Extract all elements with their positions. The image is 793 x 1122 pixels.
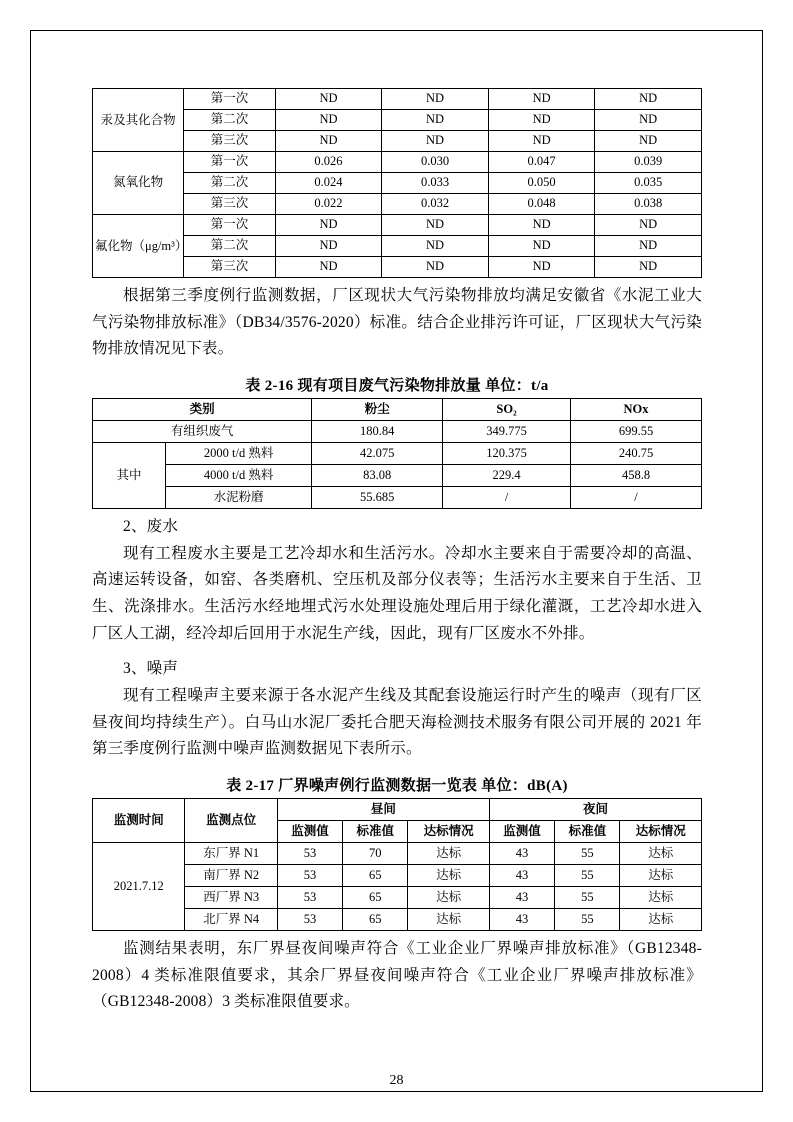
value: 达标 <box>620 864 702 886</box>
paragraph-noise: 现有工程噪声主要来源于各水泥产生线及其配套设施运行时产生的噪声（现有厂区昼夜间均持续生产）。白马山水泥厂委托合肥天海检测技术服务有限公司开展的 2021 年第三季度例行监测中噪声监测数据见下表所示。 <box>92 686 702 758</box>
monitor-point: 北厂界 N4 <box>185 908 277 930</box>
group-label: 其中 <box>93 442 166 508</box>
time-label: 第一次 <box>184 89 275 110</box>
value: 0.022 <box>275 194 382 215</box>
value: ND <box>382 257 489 278</box>
value: 349.775 <box>443 420 571 442</box>
value: 55 <box>555 864 620 886</box>
value: 43 <box>489 864 554 886</box>
value: ND <box>275 215 382 236</box>
page-content <box>92 88 702 1016</box>
value: 0.048 <box>488 194 595 215</box>
table-row <box>93 152 702 173</box>
row-label: 2000 t/d 熟料 <box>166 442 312 464</box>
value: ND <box>275 89 382 110</box>
value: 0.033 <box>382 173 489 194</box>
table-row <box>93 486 702 508</box>
table-header-row <box>93 798 702 820</box>
table-row <box>93 464 702 486</box>
value: 0.035 <box>595 173 702 194</box>
page-number: 28 <box>389 1073 404 1088</box>
noise-monitoring-table <box>92 798 702 931</box>
column-header-day: 昼间 <box>277 798 489 820</box>
value: ND <box>382 89 489 110</box>
value: 699.55 <box>571 420 702 442</box>
air-monitoring-table <box>92 88 702 278</box>
value: 0.038 <box>595 194 702 215</box>
value: 达标 <box>408 864 489 886</box>
value: ND <box>595 89 702 110</box>
value: ND <box>595 215 702 236</box>
column-header-night-value: 监测值 <box>489 820 554 842</box>
column-header-dust: 粉尘 <box>312 398 443 420</box>
value: 0.032 <box>382 194 489 215</box>
waste-gas-emission-table <box>92 398 702 509</box>
value: 0.026 <box>275 152 382 173</box>
table-row <box>93 173 702 194</box>
value: ND <box>275 110 382 131</box>
value: 65 <box>343 886 408 908</box>
table-16-caption: 表 2-16 现有项目废气污染物排放量 单位：t/a <box>245 377 549 394</box>
value: 120.375 <box>443 442 571 464</box>
time-label: 第一次 <box>184 215 275 236</box>
time-label: 第一次 <box>184 152 275 173</box>
value: 达标 <box>620 886 702 908</box>
column-header-category: 类别 <box>93 398 312 420</box>
pollutant-name: 汞及其化合物 <box>93 89 184 152</box>
value: 53 <box>277 886 342 908</box>
value: ND <box>382 215 489 236</box>
table-row <box>93 131 702 152</box>
value: 达标 <box>408 842 489 864</box>
column-header-night-standard: 标准值 <box>555 820 620 842</box>
value: 55 <box>555 886 620 908</box>
column-header-day-value: 监测值 <box>277 820 342 842</box>
value: / <box>443 486 571 508</box>
table-row <box>93 110 702 131</box>
column-header-point: 监测点位 <box>185 798 277 842</box>
table-row <box>93 257 702 278</box>
value: 43 <box>489 842 554 864</box>
table-header-row <box>93 398 702 420</box>
pollutant-name: 氟化物（μg/m³） <box>93 215 184 278</box>
value: 0.024 <box>275 173 382 194</box>
time-label: 第三次 <box>184 257 275 278</box>
value: / <box>571 486 702 508</box>
value: 458.8 <box>571 464 702 486</box>
value: 42.075 <box>312 442 443 464</box>
value: ND <box>275 236 382 257</box>
value: 240.75 <box>571 442 702 464</box>
table-row <box>93 442 702 464</box>
value: 0.039 <box>595 152 702 173</box>
value: 55 <box>555 908 620 930</box>
column-header-time: 监测时间 <box>93 798 185 842</box>
column-header-night-result: 达标情况 <box>620 820 702 842</box>
monitor-point: 南厂界 N2 <box>185 864 277 886</box>
value: ND <box>595 131 702 152</box>
column-header-day-result: 达标情况 <box>408 820 489 842</box>
value: 53 <box>277 842 342 864</box>
paragraph-wastewater: 现有工程废水主要是工艺冷却水和生活污水。冷却水主要来自于需要冷却的高温、高速运转设备，如窑、各类磨机、空压机及部分仪表等；生活污水主要来自于生活、卫生、洗涤排水。生活污水经地埋式污水处理设施处理后用于绿化灌溉，工艺冷却水进入厂区人工湖，经冷却后回用于水泥生产线，因此，现有厂区废水不外排。 <box>92 544 702 642</box>
value: 229.4 <box>443 464 571 486</box>
column-header-day-standard: 标准值 <box>343 820 408 842</box>
value: ND <box>382 236 489 257</box>
column-header-night: 夜间 <box>489 798 701 820</box>
pollutant-name: 氮氧化物 <box>93 152 184 215</box>
column-header-nox: NOx <box>571 398 702 420</box>
value: ND <box>488 89 595 110</box>
value: 43 <box>489 886 554 908</box>
value: 70 <box>343 842 408 864</box>
value: ND <box>382 131 489 152</box>
table-row <box>93 89 702 110</box>
value: 65 <box>343 908 408 930</box>
value: ND <box>275 257 382 278</box>
monitor-point: 东厂界 N1 <box>185 842 277 864</box>
section-title-noise: 3、噪声 <box>123 660 179 678</box>
paragraph-air-summary: 根据第三季度例行监测数据，厂区现状大气污染物排放均满足安徽省《水泥工业大气污染物排放标准》（DB34/3576-2020）标准。结合企业排污许可证，厂区现状大气污染物排放情况见下表。 <box>92 287 702 358</box>
time-label: 第二次 <box>184 173 275 194</box>
table-row <box>93 215 702 236</box>
value: ND <box>595 257 702 278</box>
table-row <box>93 842 702 864</box>
time-label: 第二次 <box>184 236 275 257</box>
value: ND <box>382 110 489 131</box>
value: 55 <box>555 842 620 864</box>
monitor-date: 2021.7.12 <box>93 842 185 930</box>
value: 达标 <box>620 842 702 864</box>
value: 0.050 <box>488 173 595 194</box>
value: ND <box>595 110 702 131</box>
value: ND <box>488 131 595 152</box>
time-label: 第三次 <box>184 194 275 215</box>
value: 0.030 <box>382 152 489 173</box>
value: 43 <box>489 908 554 930</box>
value: 53 <box>277 908 342 930</box>
table-row <box>93 420 702 442</box>
value: 53 <box>277 864 342 886</box>
row-label: 有组织废气 <box>93 420 312 442</box>
time-label: 第二次 <box>184 110 275 131</box>
value: 55.685 <box>312 486 443 508</box>
row-label: 水泥粉磨 <box>166 486 312 508</box>
value: 180.84 <box>312 420 443 442</box>
value: ND <box>488 236 595 257</box>
paragraph-noise-conclusion: 监测结果表明，东厂界昼夜间噪声符合《工业企业厂界噪声排放标准》（GB12348-2008）4 类标准限值要求，其余厂界昼夜间噪声符合《工业企业厂界噪声排放标准》（GB12348-2008）3 类标准限值要求。 <box>92 939 702 1011</box>
section-title-wastewater: 2、废水 <box>123 517 179 535</box>
value: 65 <box>343 864 408 886</box>
table-row <box>93 194 702 215</box>
value: 83.08 <box>312 464 443 486</box>
value: 达标 <box>408 908 489 930</box>
value: ND <box>488 110 595 131</box>
value: 0.047 <box>488 152 595 173</box>
value: 达标 <box>408 886 489 908</box>
value: ND <box>488 215 595 236</box>
table-17-caption: 表 2-17 厂界噪声例行监测数据一览表 单位：dB(A) <box>226 777 568 794</box>
value: 达标 <box>620 908 702 930</box>
monitor-point: 西厂界 N3 <box>185 886 277 908</box>
value: ND <box>275 131 382 152</box>
value: ND <box>595 236 702 257</box>
time-label: 第三次 <box>184 131 275 152</box>
row-label: 4000 t/d 熟料 <box>166 464 312 486</box>
value: ND <box>488 257 595 278</box>
column-header-so2: SO₂ <box>443 398 571 420</box>
